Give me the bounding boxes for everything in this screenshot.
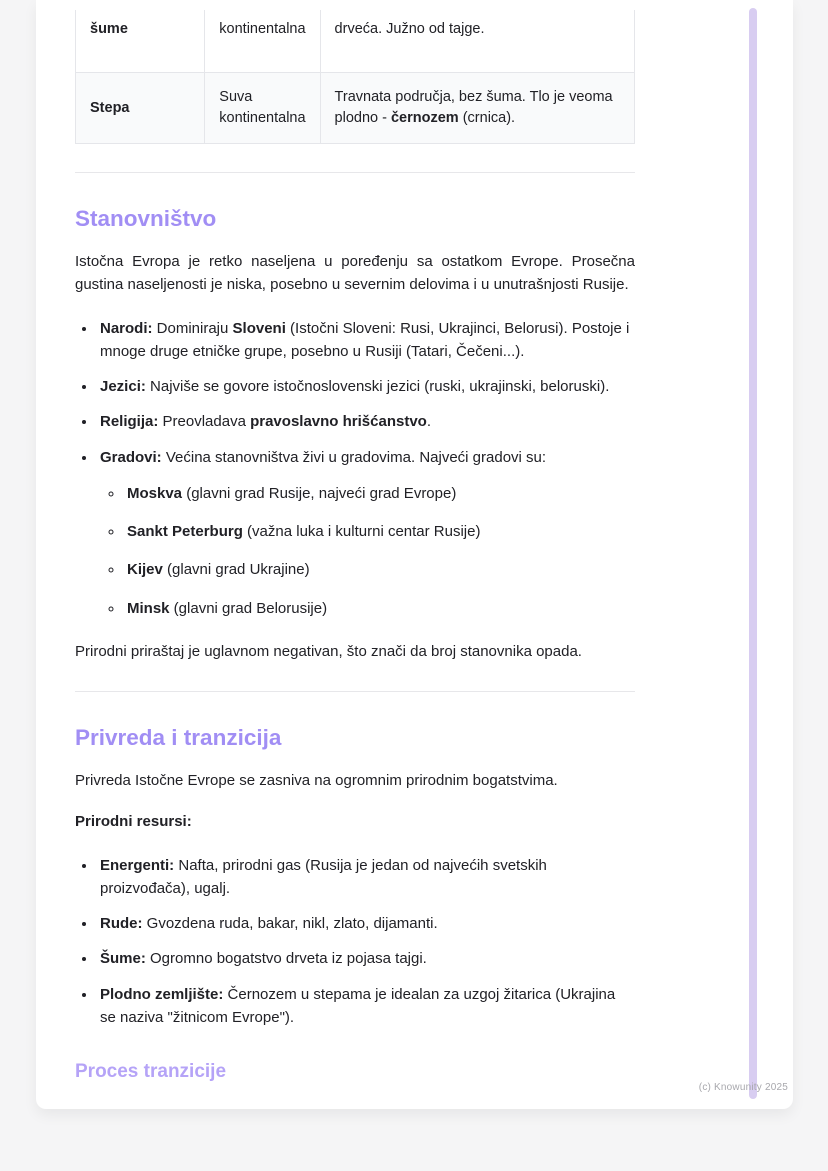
bullet-item: • Plodno zemljište: Černozem u stepama je idealan za uzgoj žitarica (Ukrajina se naziva "žitnicom Evrope"). (97, 983, 635, 1030)
watermark-text: (c) Knowunity 2025 (698, 1082, 788, 1093)
bullet-item: • Šume: Ogromno bogatstvo drveta iz pojasa tajgi. (97, 947, 635, 970)
paragraph-economy-intro: Privreda Istočne Evrope se zasniva na ogromnim prirodnim bogatstvima. (75, 772, 558, 790)
sub-bullet-item: ◦ Moskva (glavni grad Rusije, najveći grad Evrope) (124, 482, 635, 505)
section-title-stanovnistvo: Stanovništvo (75, 206, 217, 232)
sub-bullet-item: ◦ Sankt Peterburg (važna luka i kulturni centar Rusije) (124, 520, 635, 543)
table-cell-zone: šume (76, 10, 205, 73)
table-row (76, 73, 635, 144)
sub-bullet-list (100, 482, 635, 620)
bullet-item: • Gradovi: Većina stanovništva živi u gradovima. Najveći gradovi su: ◦ Moskva (glavni grad Rusije, najveći grad Evrope) ◦ Sankt Peterburg (važna luka i kulturni centar Rusije) ◦ Kijev (glavni grad Ukrajine) ◦ Minsk (glavni grad Belorusije) (97, 446, 635, 620)
table-row (76, 10, 635, 73)
resources-label: Prirodni resursi: (75, 813, 192, 831)
paragraph-population-outro: Prirodni priraštaj je uglavnom negativan, što znači da broj stanovnika opada. (75, 642, 582, 660)
document-card (36, 0, 793, 1109)
table-cell-zone: Stepa (76, 73, 205, 144)
bullet-item: • Rude: Gvozdena ruda, bakar, nikl, zlato, dijamanti. (97, 912, 635, 935)
table-cell-description: Travnata područja, bez šuma. Tlo je veoma plodno - černozem (crnica). (320, 73, 634, 144)
section-divider (75, 172, 635, 173)
bullet-item: • Religija: Preovladava pravoslavno hrišćanstvo. (97, 410, 635, 433)
section-divider (75, 691, 635, 692)
bullet-item: • Narodi: Dominiraju Sloveni (Istočni Sloveni: Rusi, Ukrajinci, Belorusi). Postoje i mnoge druge etničke grupe, posebno u Rusiji (Tatari, Čečeni...). (97, 317, 635, 364)
scrollbar-track[interactable] (749, 8, 757, 1099)
sub-bullet-item: ◦ Kijev (glavni grad Ukrajine) (124, 558, 635, 581)
section-title-privreda: Privreda i tranzicija (75, 725, 282, 751)
table-cell-climate: Suva kontinentalna (205, 73, 320, 144)
bullet-item: • Energenti: Nafta, prirodni gas (Rusija je jedan od najvećih svetskih proizvođača), ugalj. (97, 854, 635, 901)
population-bullet-list (75, 317, 635, 620)
table-cell-climate: kontinentalna (205, 10, 320, 73)
table-cell-description: drveća. Južno od tajge. (320, 10, 634, 73)
resources-bullet-list (75, 854, 635, 1030)
climate-table (75, 10, 635, 144)
document-content (75, 0, 635, 1084)
sub-bullet-item: ◦ Minsk (glavni grad Belorusije) (124, 597, 635, 620)
bullet-item: • Jezici: Najviše se govore istočnoslovenski jezici (ruski, ukrajinski, beloruski). (97, 375, 635, 398)
subsection-title-proces: Proces tranzicije (75, 1061, 227, 1083)
paragraph-population-intro: Istočna Evropa je retko naseljena u poređenju sa ostatkom Evrope. Prosečna gustina naseljenosti je niska, posebno u severnim delovima i u unutrašnjosti Rusije. (75, 253, 635, 294)
